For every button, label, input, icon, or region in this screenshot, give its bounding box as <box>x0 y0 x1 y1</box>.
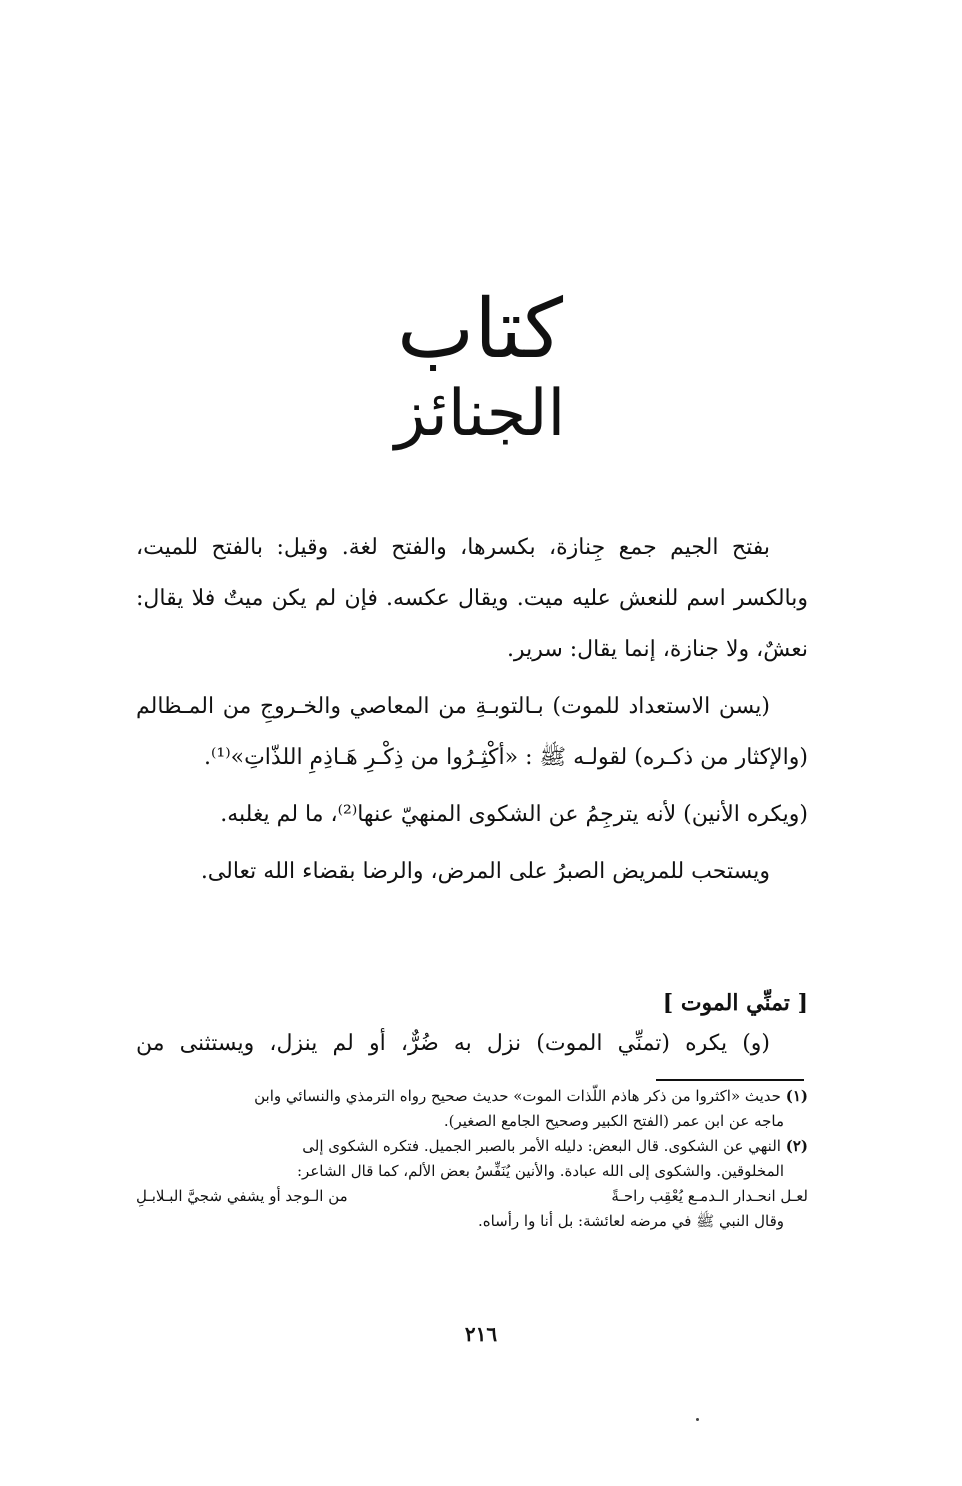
footnote-1-continuation: ماجه عن ابن عمر (الفتح الكبير وصحيح الجامع الصغير). <box>443 1112 784 1130</box>
section-first-line: (و) يكره (تمنِّي الموت) نزل به ضُرٌّ، أو لم ينزل، ويستثنى من <box>136 1031 770 1056</box>
verse-second-hemistich: من الـوجد أو يشفي شجيَّ البـلابـلِ <box>136 1187 348 1205</box>
footnote-2-text: النهي عن الشكوى. قال البعض: دليله الأمر بالصبر الجميل. فتكره الشكوى إلى <box>302 1137 781 1155</box>
footnote-1-text: حديث «اكثروا من ذكر هاذم اللّذات الموت» حديث صحيح رواه الترمذي والنسائي وابن <box>254 1087 781 1105</box>
verse-first-hemistich: لعـل انحـدار الـدمـع يُعْقِب راحـةً <box>611 1187 808 1205</box>
footnote-1-number: (١) <box>785 1087 808 1105</box>
scan-speck <box>696 1418 699 1421</box>
footnote-2 <box>136 1134 808 1159</box>
footnote-1 <box>136 1084 808 1109</box>
main-text <box>136 522 808 897</box>
poetry-verse <box>136 1184 808 1209</box>
footnote-2-continuation: المخلوقين. والشكوى إلى الله عبادة. والأنين يُنَفِّسُ بعض الألم، كما قال الشاعر: <box>296 1162 784 1180</box>
chapter-title-main: كتاب <box>397 282 563 377</box>
paragraph-moaning: (ويكره الأنين) لأنه يترجِمُ عن الشكوى المنهيّ عنها⁽²⁾، ما لم يغلبه. <box>220 802 808 827</box>
paragraph-preparation: (يسن الاستعداد للموت) بـالتوبـةِ من المعاصي والخـروجِ من المـظالم (والإكثار من ذكـره) لقولـه ﷺ : «أكْثِـرُوا من ذِكْـرِ هَـاذِمِ اللذّاتِ»⁽¹⁾. <box>136 694 808 770</box>
footnote-divider <box>656 1079 804 1081</box>
footnote-2-end: وقال النبي ﷺ في مرضه لعائشة: بل أنا وا رأساه. <box>477 1212 784 1230</box>
chapter-title <box>300 280 660 470</box>
chapter-title-sub: الجنائز <box>394 377 566 451</box>
footnote-2-number: (٢) <box>785 1137 808 1155</box>
section-heading: [ تمنِّي الموت ] <box>662 990 808 1016</box>
paragraph-patience: ويستحب للمريض الصبرُ على المرض، والرضا بقضاء الله تعالى. <box>200 859 770 884</box>
footnotes <box>136 1084 808 1234</box>
page-number: ٢١٦ <box>464 1322 498 1346</box>
intro-paragraph: بفتح الجيم جمع جِنازة، بكسرها، والفتح لغة. وقيل: بالفتح للميت، وبالكسر اسم للنعش عليه ميت. ويقال عكسه. فإن لم يكن ميتٌ فلا يقال: نعشٌ، ولا جنازة، إنما يقال: سرير. <box>136 535 808 662</box>
